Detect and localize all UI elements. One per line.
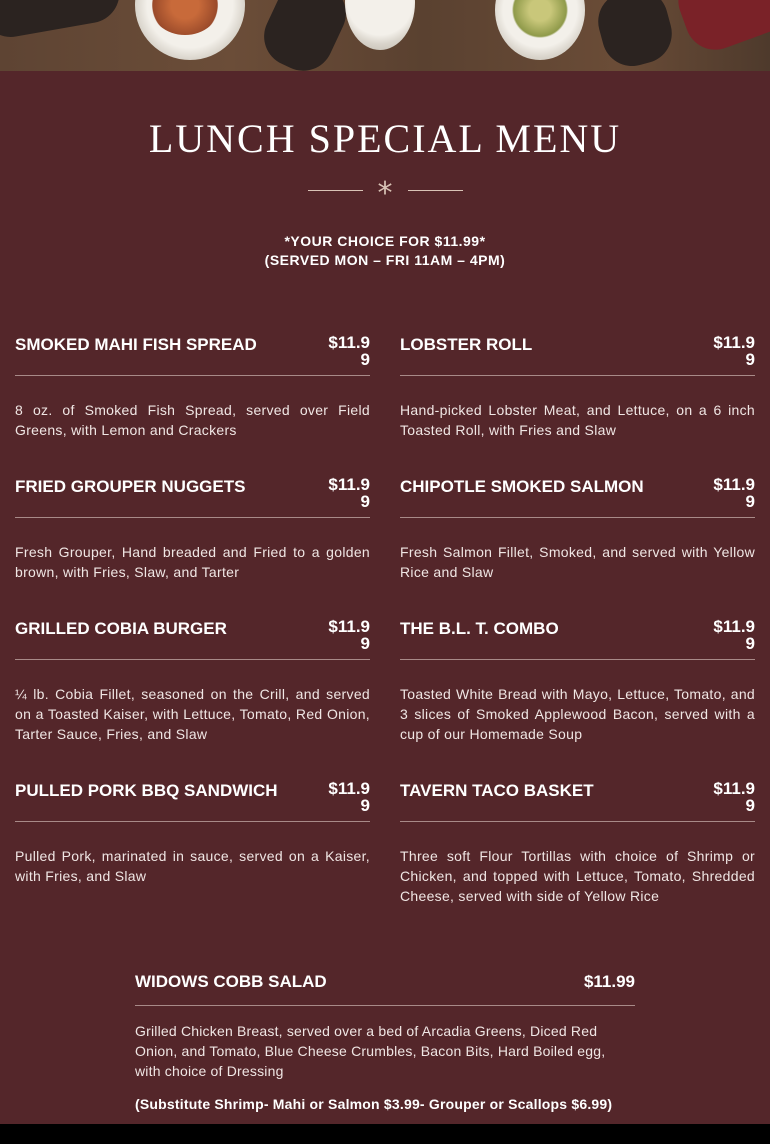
- menu-item-grilled-cobia-burger: [15, 617, 370, 742]
- item-name: GRILLED COBIA BURGER: [15, 619, 227, 638]
- item-name: FRIED GROUPER NUGGETS: [15, 477, 246, 496]
- page-title: LUNCH SPECIAL MENU: [148, 116, 622, 161]
- subtitle-price: *YOUR CHOICE FOR $11.99*: [284, 233, 486, 249]
- item-divider: [400, 821, 755, 822]
- item-price: $11.99: [713, 333, 755, 369]
- item-name: THE B.L. T. COMBO: [400, 619, 559, 638]
- menu-panel: [0, 71, 770, 1124]
- item-name: SMOKED MAHI FISH SPREAD: [15, 335, 257, 354]
- item-price: $11.99: [328, 333, 370, 369]
- menu-subtitle: [0, 232, 770, 270]
- item-divider: [400, 375, 755, 376]
- item-name: CHIPOTLE SMOKED SALMON: [400, 477, 644, 496]
- item-price: $11.99: [713, 475, 755, 511]
- menu-item-smoked-mahi-fish-spread: [15, 333, 370, 438]
- item-description: 8 oz. of Smoked Fish Spread, served over Field Greens, with Lemon and Crackers: [15, 402, 370, 438]
- menu-item-chipotle-smoked-salmon: [400, 475, 755, 580]
- subtitle-hours: (SERVED MON – FRI 11AM – 4PM): [264, 252, 506, 268]
- item-description: Fresh Grouper, Hand breaded and Fried to a golden brown, with Fries, Slaw, and Tarter: [15, 544, 370, 580]
- item-divider: [135, 1005, 635, 1006]
- item-divider: [15, 375, 370, 376]
- item-price: $11.99: [583, 972, 635, 991]
- item-divider: [15, 821, 370, 822]
- item-description: Fresh Salmon Fillet, Smoked, and served with Yellow Rice and Slaw: [400, 544, 755, 580]
- item-price: $11.99: [328, 779, 370, 815]
- item-name: PULLED PORK BBQ SANDWICH: [15, 781, 278, 800]
- item-divider: [15, 517, 370, 518]
- item-divider: [15, 659, 370, 660]
- item-name: WIDOWS COBB SALAD: [135, 972, 327, 991]
- item-name: LOBSTER ROLL: [400, 335, 533, 354]
- item-description: Pulled Pork, marinated in sauce, served on a Kaiser, with Fries, and Slaw: [15, 848, 370, 884]
- item-description: ¼ lb. Cobia Fillet, seasoned on the Crill, and served on a Toasted Kaiser, with Lettuce, Tomato, Red Onion, Tarter Sauce, Fries, and Slaw: [15, 686, 370, 742]
- menu-item-blt-combo: [400, 617, 755, 742]
- item-name: TAVERN TACO BASKET: [400, 781, 594, 800]
- asterisk-icon: *: [377, 176, 393, 211]
- item-divider: [400, 517, 755, 518]
- item-divider: [400, 659, 755, 660]
- item-price: $11.99: [713, 617, 755, 653]
- item-description: Three soft Flour Tortillas with choice of Shrimp or Chicken, and topped with Lettuce, Tomato, Shredded Cheese, served with side of Yellow Rice: [400, 848, 755, 904]
- item-description: Hand-picked Lobster Meat, and Lettuce, on a 6 inch Toasted Roll, with Fries and Slaw: [400, 402, 755, 438]
- title-divider: [308, 176, 462, 211]
- bottom-bar: [0, 1124, 770, 1144]
- item-description: Grilled Chicken Breast, served over a bed of Arcadia Greens, Diced Red Onion, and Tomato, Blue Cheese Crumbles, Bacon Bits, Hard Boiled egg, with choice of Dressing: [135, 1023, 606, 1079]
- hero-photo: [0, 0, 770, 71]
- menu-item-fried-grouper-nuggets: [15, 475, 370, 580]
- menu-item-tavern-taco-basket: [400, 779, 755, 904]
- item-price: $11.99: [713, 779, 755, 815]
- item-price: $11.99: [328, 617, 370, 653]
- substitution-note: (Substitute Shrimp- Mahi or Salmon $3.99- Grouper or Scallops $6.99): [135, 1096, 613, 1112]
- menu-item-pulled-pork-bbq-sandwich: [15, 779, 370, 884]
- item-price: $11.99: [328, 475, 370, 511]
- menu-item-lobster-roll: [400, 333, 755, 438]
- item-description: Toasted White Bread with Mayo, Lettuce, Tomato, and 3 slices of Smoked Applewood Bacon, served with a cup of our Homemade Soup: [400, 686, 755, 742]
